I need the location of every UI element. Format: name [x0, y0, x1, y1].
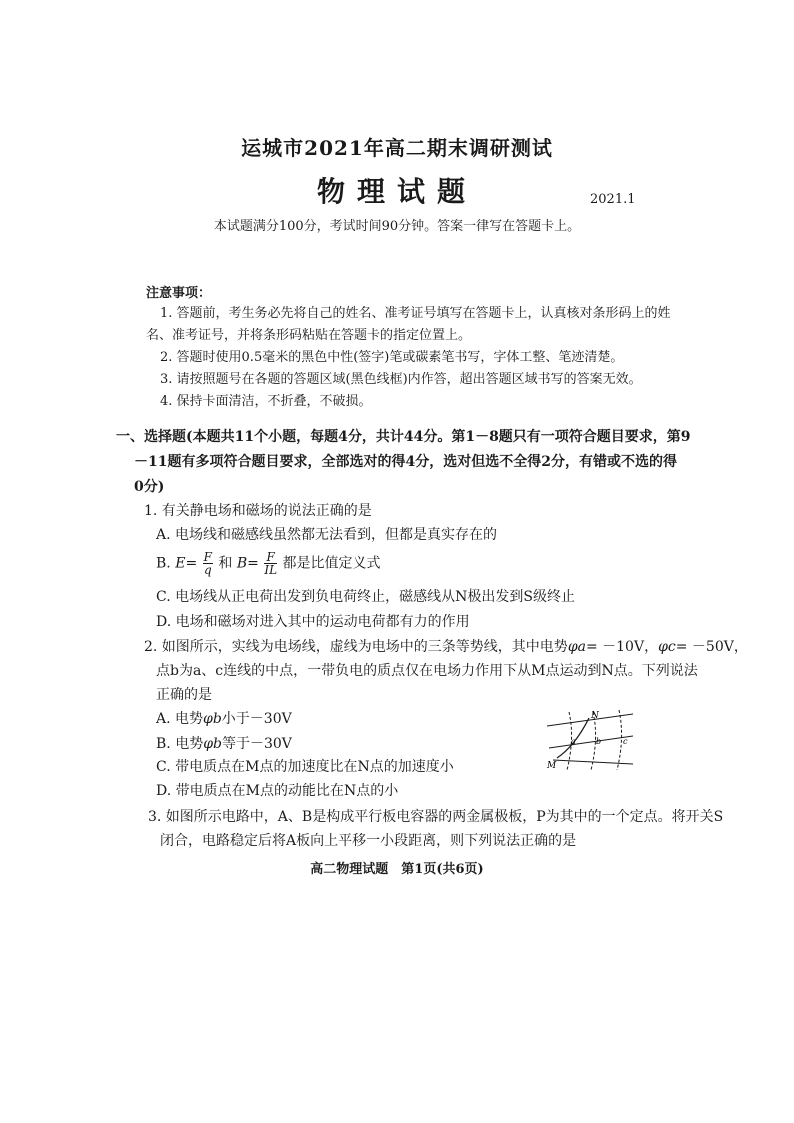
section-1-line-3: 0分)	[134, 479, 165, 495]
q2-field-diagram	[545, 708, 635, 770]
notes-title: 注意事项：	[146, 286, 212, 301]
q3-stem-line-2: 闭合，电路稳定后将A板向上平移一小段距离，则下列说法正确的是	[160, 833, 577, 849]
q2-stem-line-1: 2. 如图所示，实线为电场线，虚线为电场中的三条等势线，其中电势φa= －10V，φc= －50V，	[144, 639, 748, 655]
q2-stem-line-2: 点b为a、c连线的中点，一带负电的质点仅在电场力作用下从M点运动到N点。下列说法	[156, 663, 698, 679]
section-1-line-1: 一、选择题(本题共11个小题，每题4分，共计44分。第1－8题只有一项符合题目要求，第9	[116, 429, 691, 445]
q1-stem: 1. 有关静电场和磁场的说法正确的是	[144, 503, 372, 519]
q2-option-d: D. 带电质点在M点的动能比在N点的小	[156, 783, 399, 799]
q1-option-a: A. 电场线和磁感线虽然都无法看到，但都是真实存在的	[156, 527, 498, 543]
note-4: 4. 保持卡面清洁，不折叠，不破损。	[160, 394, 372, 409]
equipotential-c	[617, 710, 622, 770]
exam-date: 2021.1	[590, 192, 636, 207]
page-footer: 高二物理试题 第1页(共6页)	[310, 862, 484, 877]
label-a: a	[571, 737, 576, 746]
q2-option-a: A. 电势φb小于－30V	[156, 711, 292, 727]
q2-option-b: B. 电势φb等于－30V	[156, 736, 292, 752]
label-m: M	[547, 761, 557, 770]
note-1-line-1: 1. 答题前，考生务必先将自己的姓名、准考证号填写在答题卡上，认真核对条形码上的姓	[160, 306, 671, 321]
label-b: b	[596, 737, 602, 746]
label-n: N	[591, 711, 599, 721]
q1-option-b: B. E= $\frac{F}{q}$ 和 B= $\frac{F}{IL}$ 都是比值定义式	[156, 550, 381, 577]
note-3: 3. 请按照题号在各题的答题区域(黑色线框)内作答，超出答题区域书写的答案无效。	[160, 372, 642, 387]
q3-stem-line-1: 3. 如图所示电路中，A、B是构成平行板电容器的两金属极板，P为其中的一个定点。将开关S	[148, 809, 724, 825]
q1-option-d: D. 电场和磁场对进入其中的运动电荷都有力的作用	[156, 614, 470, 630]
section-1-line-2: －11题有多项符合题目要求，全部选对的得4分，选对但选不全得2分，有错或不选的得	[134, 454, 677, 470]
q2-option-c: C. 带电质点在M点的加速度比在N点的加速度小	[156, 759, 454, 775]
q2-stem-line-3: 正确的是	[156, 687, 212, 703]
exam-title: 运城市2021年高二期末调研测试	[241, 136, 553, 160]
fraction-f-over-q: $\frac{F}{q}$	[203, 550, 212, 577]
note-2: 2. 答题时使用0.5毫米的黑色中性(签字)笔或碳素笔书写，字体工整、笔迹清楚。	[160, 350, 624, 365]
q1-option-c: C. 电场线从正电荷出发到负电荷终止，磁感线从N极出发到S级终止	[156, 589, 575, 605]
subject-title: 物理试题	[316, 175, 477, 208]
field-line-middle	[549, 736, 633, 748]
label-c: c	[623, 737, 628, 746]
note-1-line-2: 名、准考证号，并将条形码粘贴在答题卡的指定位置上。	[146, 328, 472, 343]
fraction-f-over-il: $\frac{F}{IL}$	[264, 550, 278, 577]
exam-intro: 本试题满分100分，考试时间90分钟。答案一律写在答题卡上。	[213, 219, 581, 234]
